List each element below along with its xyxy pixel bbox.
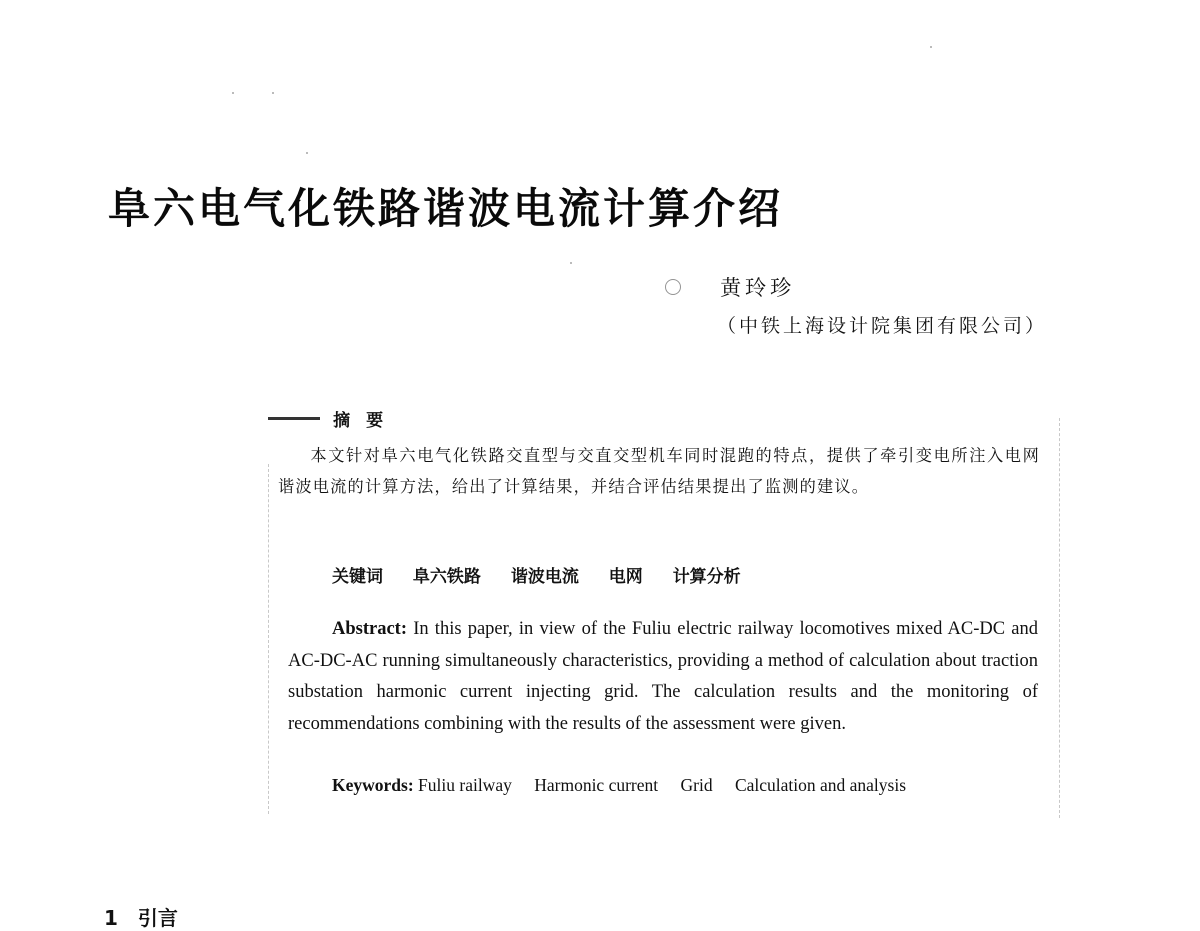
- keywords-cn-label: 关键词: [332, 567, 383, 587]
- scan-speck: [930, 46, 932, 48]
- author-affiliation: （中铁上海设计院集团有限公司）: [717, 315, 1048, 337]
- abstract-header: [268, 406, 399, 431]
- scan-speck: [570, 262, 572, 264]
- keyword-cn: 阜六铁路: [412, 567, 481, 587]
- abstract-chinese: 本文针对阜六电气化铁路交直型与交直交型机车同时混跑的特点，提供了牵引变电所注入电网谐波电流的计算方法，给出了计算结果，并结合评估结果提出了监测的建议。: [278, 446, 1040, 496]
- abstract-section: [268, 404, 1060, 818]
- scan-speck: [232, 92, 234, 94]
- author-name: 黄玲珍: [720, 276, 796, 300]
- left-rule: [268, 464, 269, 814]
- section-number: 1: [104, 906, 118, 930]
- keywords-english: [332, 775, 924, 796]
- abstract-label: 摘要: [333, 411, 400, 431]
- keyword-cn: 谐波电流: [510, 567, 579, 587]
- keywords-en-label: Keywords:: [332, 775, 414, 795]
- abstract-en-text: In this paper, in view of the Fuliu electric railway locomotives mixed AC-DC and AC-DC-AC running simultaneously characteristics, providing a method of calculation about traction substation harmonic current injecting grid. The calculation results and the monitoring of recommendations combining with the results of the assessment were given.: [288, 619, 1038, 734]
- scan-speck: [306, 152, 308, 154]
- author-mark-icon: [665, 279, 681, 295]
- abstract-en-label: Abstract:: [332, 619, 408, 639]
- keyword-en: Fuliu railway: [418, 775, 512, 795]
- paper-title: 阜六电气化铁路谐波电流计算介绍: [108, 184, 784, 233]
- keyword-en: Grid: [680, 775, 713, 795]
- keywords-chinese: [332, 562, 765, 587]
- keyword-en: Harmonic current: [534, 775, 659, 795]
- section-heading: [104, 902, 178, 931]
- scan-speck: [272, 92, 274, 94]
- right-rule: [1059, 418, 1060, 818]
- author-line: [665, 272, 795, 302]
- section-title: 引言: [137, 906, 178, 930]
- keyword-en: Calculation and analysis: [734, 775, 907, 795]
- abstract-english: [288, 614, 1038, 740]
- keyword-cn: 电网: [608, 567, 643, 587]
- abstract-dash: [268, 417, 320, 420]
- keyword-cn: 计算分析: [672, 567, 741, 587]
